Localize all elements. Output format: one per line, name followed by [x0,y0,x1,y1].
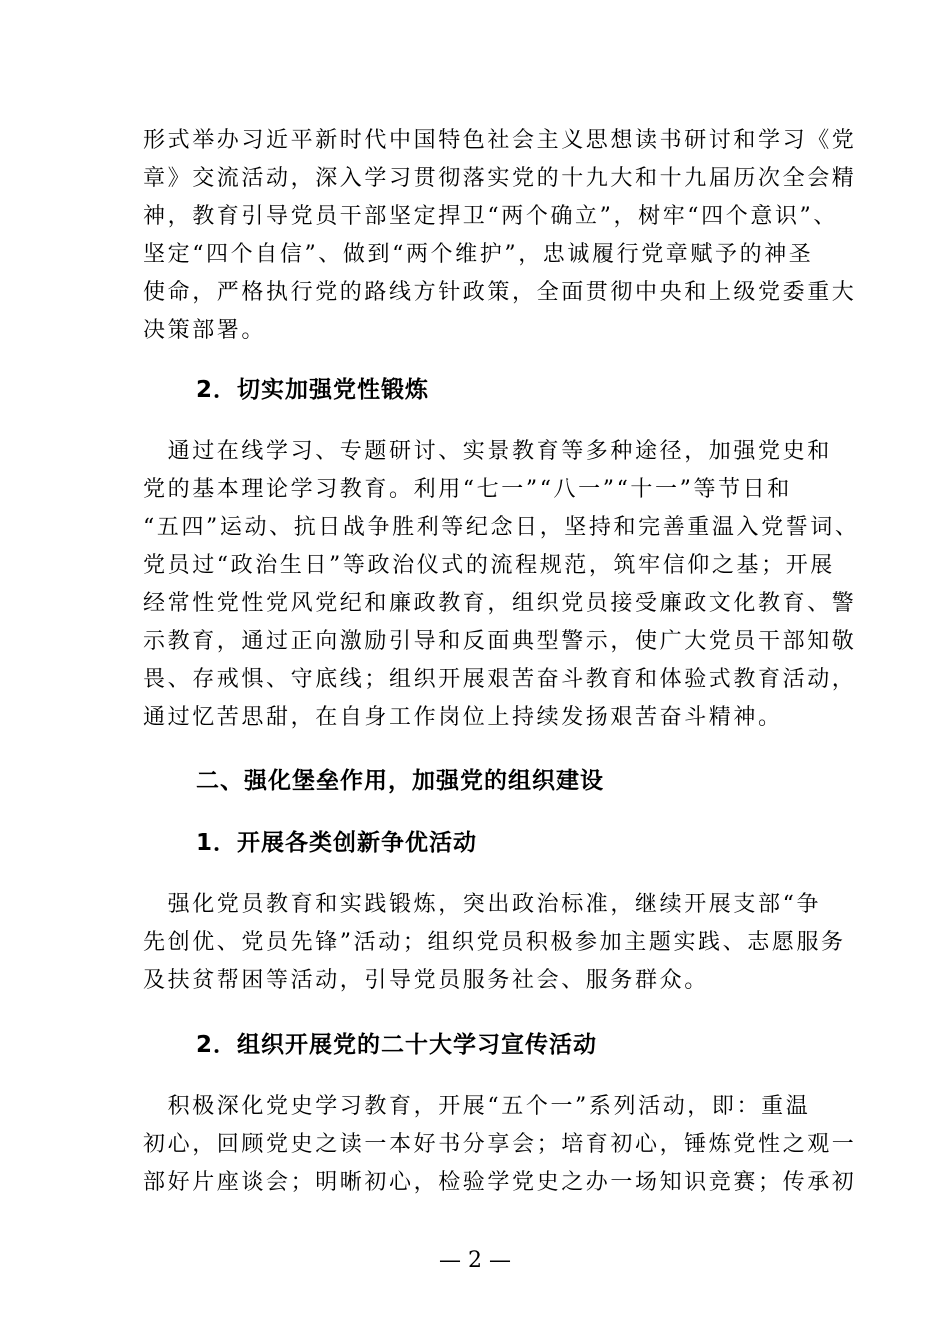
paragraph-line: 及扶贫帮困等活动，引导党员服务社会、服务群众。 [143,968,709,993]
paragraph-line: 章》交流活动，深入学习贯彻落实党的十九大和十九届历次全会精 [143,166,857,191]
paragraph-line: 强化党员教育和实践锻炼，突出政治标准，继续开展支部“争 [143,892,822,917]
section-heading: 1．开展各类创新争优活动 [196,830,478,856]
chapter-heading: 二、强化堡垒作用，加强党的组织建设 [196,768,604,794]
section-heading: 2．切实加强党性锻炼 [196,377,430,403]
paragraph-line: 部好片座谈会；明晰初心，检验学党史之办一场知识竞赛；传承初 [143,1170,857,1195]
section-heading: 2．组织开展党的二十大学习宣传活动 [196,1032,598,1058]
paragraph-line: 形式举办习近平新时代中国特色社会主义思想读书研讨和学习《党 [143,128,857,153]
page-number: — 2 — [439,1248,511,1273]
paragraph-line: 积极深化党史学习教育，开展“五个一”系列活动，即：重温 [143,1094,811,1119]
paragraph-line: 神，教育引导党员干部坚定捍卫“两个确立”，树牢“四个意识”、 [143,204,838,229]
paragraph-line: 使命，严格执行党的路线方针政策，全面贯彻中央和上级党委重大 [143,280,857,305]
paragraph-line: 决策部署。 [143,318,267,343]
paragraph-line: 通过在线学习、专题研讨、实景教育等多种途径，加强党史和 [143,439,832,464]
paragraph-line: 通过忆苦思甜，在自身工作岗位上持续发扬艰苦奋斗精神。 [143,705,783,730]
paragraph-line: 初心，回顾党史之读一本好书分享会；培育初心，锤炼党性之观一 [143,1132,857,1157]
paragraph-line: 畏、存戒惧、守底线；组织开展艰苦奋斗教育和体验式教育活动， [143,667,857,692]
paragraph-line: “五四”运动、抗日战争胜利等纪念日，坚持和完善重温入党誓词、 [143,515,860,540]
paragraph-line: 党的基本理论学习教育。利用“七一”“八一”“十一”等节日和 [143,477,792,502]
paragraph-line: 示教育，通过正向激励引导和反面典型警示，使广大党员干部知敬 [143,629,857,654]
paragraph-line: 经常性党性党风党纪和廉政教育，组织党员接受廉政文化教育、警 [143,591,857,616]
paragraph-line: 党员过“政治生日”等政治仪式的流程规范，筑牢信仰之基；开展 [143,553,835,578]
paragraph-line: 先创优、党员先锋”活动；组织党员积极参加主题实践、志愿服务 [143,930,846,955]
paragraph-line: 坚定“四个自信”、做到“两个维护”，忠诚履行党章赋予的神圣 [143,242,814,267]
